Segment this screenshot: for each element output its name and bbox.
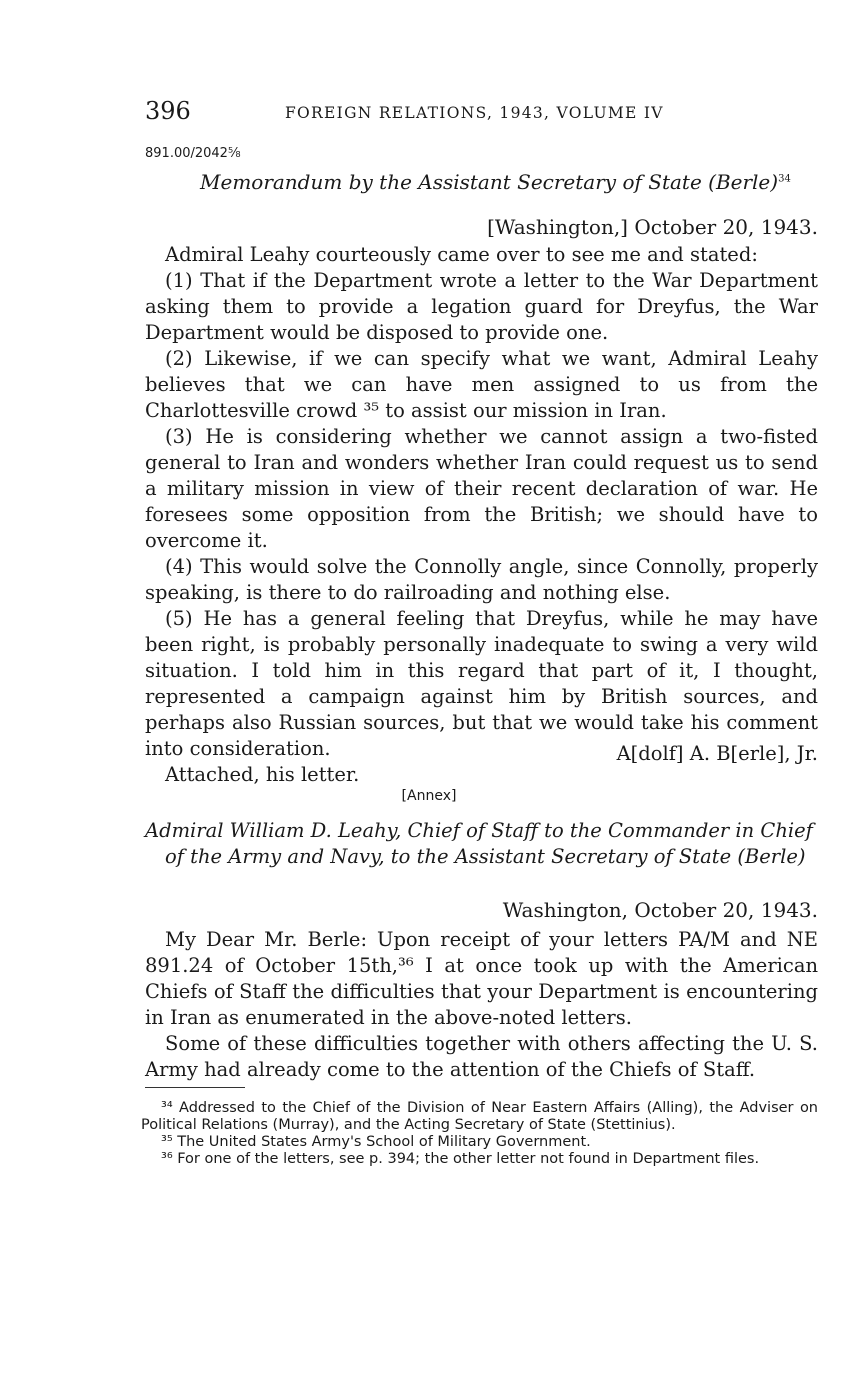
memo-paragraph: (2) Likewise, if we can specify what we want, Admiral Leahy believes that we can have men assigned to us from the Charlottesville crowd ³⁵ to assist our mission in Iran.: [145, 347, 818, 422]
annex-paragraph: Some of these difficulties together with others affecting the U. S. Army had already come to the attention of the Chiefs of Staff.: [145, 1032, 818, 1081]
file-number: 891.00/2042⅝: [145, 146, 241, 161]
annex-title: Admiral William D. Leahy, Chief of Staff to the Commander in Chief of the Army and Navy, to the Assistant Secretary of State (Berle): [145, 819, 813, 868]
footnote: ³⁶ For one of the letters, see p. 394; the other letter not found in Department files.: [161, 1151, 760, 1167]
annex-body: [145, 927, 818, 1083]
memo-dateline: [Washington,] October 20, 1943.: [487, 215, 818, 239]
memo-paragraph: (3) He is considering whether we cannot assign a two-fisted general to Iran and wonders whether Iran could request us to send a military mission in view of their recent declaration of war. He foresees some opposition from the British; we should have to overcome it.: [145, 425, 818, 552]
memo-title: [200, 170, 791, 194]
memo-body: [145, 242, 818, 788]
memo-title-footnote-ref: 34: [778, 173, 791, 185]
annex-paragraph: My Dear Mr. Berle: Upon receipt of your letters PA/M and NE 891.24 of October 15th,³⁶ I at once took up with the American Chiefs of Staff the difficulties that your Department is encountering in Iran as enumerated in the above-noted letters.: [145, 928, 818, 1029]
memo-signature: A[dolf] A. B[erle], Jr.: [616, 742, 818, 765]
annex-dateline: Washington, October 20, 1943.: [502, 898, 818, 922]
memo-title-text: Memorandum by the Assistant Secretary of State (Berle): [200, 170, 779, 194]
footnote: ³⁵ The United States Army's School of Military Government.: [161, 1134, 591, 1150]
page-number: 396: [145, 97, 191, 125]
running-title: FOREIGN RELATIONS, 1943, VOLUME IV: [285, 104, 664, 122]
footnotes: [141, 1100, 818, 1168]
memo-paragraph: Attached, his letter.: [165, 763, 360, 786]
memo-paragraph: Admiral Leahy courteously came over to see me and stated:: [165, 243, 758, 266]
footnote-divider: [145, 1087, 245, 1088]
memo-paragraph: (4) This would solve the Connolly angle, since Connolly, properly speaking, is there to do railroading and nothing else.: [145, 555, 818, 604]
annex-label: [Annex]: [401, 788, 457, 804]
footnote: ³⁴ Addressed to the Chief of the Division of Near Eastern Affairs (Alling), the Adviser on Political Relations (Murray), and the Acting Secretary of State (Stettinius).: [141, 1100, 818, 1133]
memo-paragraph: (5) He has a general feeling that Dreyfus, while he may have been right, is probably personally inadequate to swing a very wild situation. I told him in this regard that part of it, I thought, represented a campaign against him by British sources, and perhaps also Russian sources, but that we would take his comment into consideration.: [145, 607, 818, 760]
memo-paragraph: (1) That if the Department wrote a letter to the War Department asking them to provide a legation guard for Dreyfus, the War Department would be disposed to provide one.: [145, 269, 818, 344]
